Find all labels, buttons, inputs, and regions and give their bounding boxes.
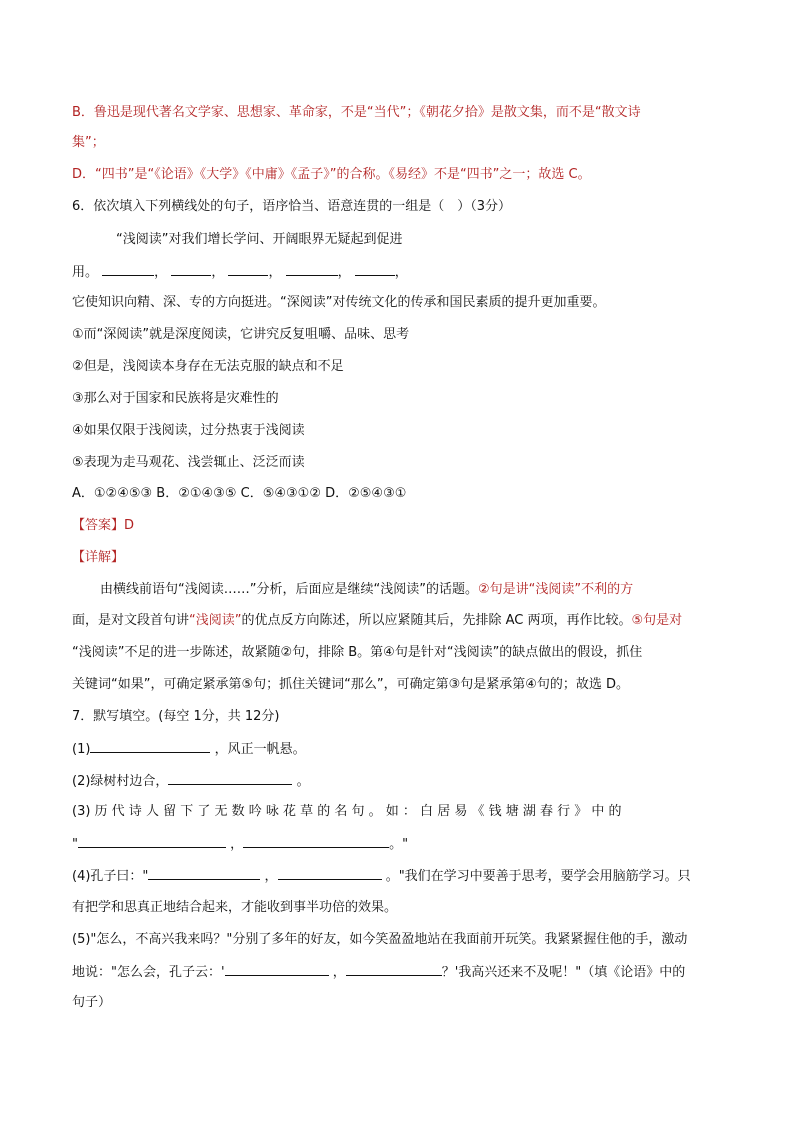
comma: ， (154, 265, 168, 280)
q7-sub-5-line2 (72, 963, 732, 982)
q6-passage-line2 (72, 263, 732, 282)
q7-blank-8[interactable] (346, 963, 442, 976)
option-b-line1: B．鲁迅是现代著名文学家、思想家、革命家，不是“当代”；《朝花夕拾》是散文集，而不是“散文诗 (72, 105, 641, 120)
detail-highlight: ⑤句是对 (631, 613, 683, 628)
q7-sub4-suffix: 。"我们在学习中要善于思考，要学会用脑筋学习。只 (385, 869, 691, 884)
q6-title: 6．依次填入下列横线处的句子，语序恰当、语意连贯的一组是（ ）（3分） (72, 199, 512, 214)
q6-blank-3[interactable] (228, 263, 268, 276)
q6-item-5: ⑤表现为走马观花、浅尝辄止、泛泛而读 (72, 455, 305, 470)
detail-highlight: “浅阅读” (189, 613, 242, 628)
q6-blank-1[interactable] (102, 263, 154, 276)
q7-title: 7．默写填空。(每空 1分，共 12分) (72, 709, 280, 724)
q6-item-3: ③那么对于国家和民族将是灾难性的 (72, 391, 279, 406)
q6-item-1: ①而“深阅读”就是深度阅读，它讲究反复咀嚼、品味、思考 (72, 327, 410, 342)
detail-text: 由横线前语句“浅阅读……”分析，后面应是继续“浅阅读”的话题。 (100, 582, 478, 597)
q7-sub-1 (72, 740, 732, 759)
q7-sub3-open: " (72, 837, 78, 852)
comma: ， (268, 265, 282, 280)
q6-blank-4[interactable] (286, 263, 338, 276)
answer-tag: 【答案】 (72, 518, 125, 533)
q6-detail-line3: “浅阅读”不足的进一步陈述，故紧随②句，排除 B。第④句是针对“浅阅读”的缺点做出的假设，抓住 (72, 645, 643, 660)
q7-blank-2[interactable] (168, 772, 292, 785)
q7-sub2-prefix: (2)绿树村边合， (72, 774, 169, 789)
q7-blank-1[interactable] (90, 740, 210, 753)
q6-choices: A．①②④⑤③ B．②①④③⑤ C．⑤④③①② D．②⑤④③① (72, 486, 407, 501)
comma: ， (337, 265, 351, 280)
q7-blank-5[interactable] (148, 867, 260, 880)
detail-text: 面，是对文段首句讲 (72, 613, 190, 628)
option-d-line: D．“四书”是“《论语》《大学》《中庸》《孟子》”的合称。《易经》不是“四书”之一；故选 C。 (72, 167, 591, 182)
q6-passage-line3: 它使知识向精、深、专的方向挺进。“深阅读”对传统文化的传承和国民素质的提升更加重要。 (72, 295, 606, 310)
q7-sub2-suffix: 。 (296, 774, 310, 789)
q6-passage-line1: “浅阅读”对我们增长学问、开阔眼界无疑起到促进 (116, 232, 403, 247)
q6-blank-5[interactable] (355, 263, 395, 276)
q6-answer (72, 517, 732, 535)
q7-sub-2 (72, 772, 732, 791)
q7-sub1-suffix: ，风正一帆悬。 (214, 742, 306, 757)
q7-blank-7[interactable] (225, 963, 329, 976)
comma: ， (211, 265, 225, 280)
q7-sub-3-line2 (72, 835, 732, 854)
answer-value: D (124, 518, 135, 533)
q6-item-2: ②但是，浅阅读本身存在无法克服的缺点和不足 (72, 359, 344, 374)
q6-item-4: ④如果仅限于浅阅读，过分热衷于浅阅读 (72, 423, 305, 438)
q6-blank-2[interactable] (171, 263, 211, 276)
q7-sub3-mid: ， (230, 837, 244, 852)
q7-blank-6[interactable] (278, 867, 382, 880)
q7-sub-4-line1 (72, 867, 732, 886)
detail-text: 的优点反方向陈述，所以应紧随其后，先排除 AC 两项，再作比较。 (241, 613, 632, 628)
q7-sub-5-line1: (5)"怎么，不高兴我来吗？"分别了多年的好友，如今笑盈盈地站在我面前开玩笑。我紧紧握住他的手，激动 (72, 932, 688, 947)
comma: ， (394, 265, 408, 280)
q7-sub-5-line3: 句子） (72, 995, 112, 1010)
q6-detail-line1 (100, 581, 726, 599)
q7-sub5-mid: ， (332, 965, 346, 980)
detail-highlight: ②句是讲“浅阅读”不利的方 (477, 582, 634, 597)
detail-tag: 【详解】 (72, 550, 125, 565)
option-b-line2: 集”； (72, 135, 105, 150)
q6-detail-tag (72, 549, 732, 567)
q7-sub1-prefix: (1) (72, 742, 91, 757)
q7-sub-3-line1: (3) 历 代 诗 人 留 下 了 无 数 吟 咏 花 草 的 名 句 。 如 ： 白 居 易 《 钱 塘 湖 春 行 》 中 的 (72, 804, 622, 819)
q6-detail-line2 (72, 612, 732, 630)
q7-sub4-prefix: (4)孔子曰：" (72, 869, 149, 884)
q7-sub4-mid: ， (264, 869, 278, 884)
q6-passage-prefix: 用。 (72, 265, 99, 280)
q7-sub3-end: 。" (389, 837, 409, 852)
q7-blank-3[interactable] (78, 835, 226, 848)
q7-sub5-prefix: 地说："怎么会，孔子云：' (72, 965, 225, 980)
q7-blank-4[interactable] (243, 835, 389, 848)
q7-sub5-suffix: ？'我高兴还来不及呢！"（填《论语》中的 (441, 965, 686, 980)
q7-sub-4-line2: 有把学和思真正地结合起来，才能收到事半功倍的效果。 (72, 900, 398, 915)
q6-detail-line4: 关键词“如果”，可确定紧承第⑤句；抓住关键词“那么”，可确定第③句是紧承第④句的；故选 D。 (72, 677, 630, 692)
